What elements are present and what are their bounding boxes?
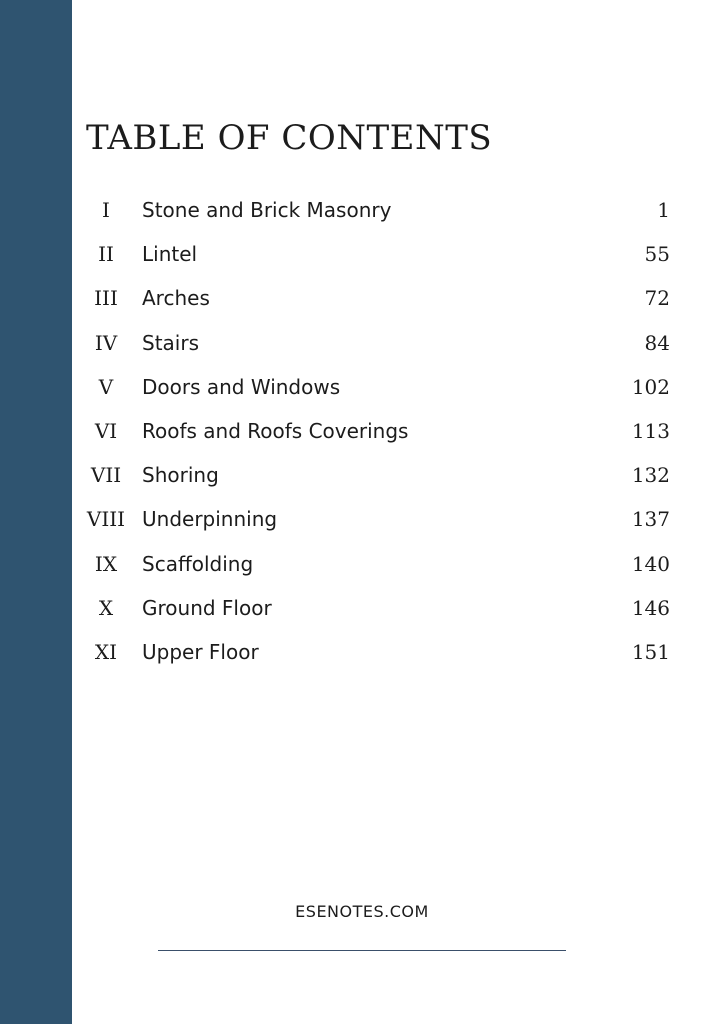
chapter-title: Roofs and Roofs Coverings (142, 418, 409, 443)
toc-entry[interactable] (72, 276, 724, 320)
chapter-title: Arches (142, 286, 210, 311)
page-number: 72 (644, 286, 670, 311)
chapter-numeral: I (102, 198, 110, 222)
chapter-title: Lintel (142, 242, 198, 267)
toc-entry[interactable] (72, 321, 724, 365)
page-number: 55 (644, 242, 670, 267)
page-number: 137 (631, 507, 670, 532)
page-number: 113 (631, 418, 670, 443)
chapter-title: Upper Floor (142, 639, 259, 664)
chapter-title: Stone and Brick Masonry (142, 198, 392, 222)
footer-site-name[interactable]: ESENOTES.COM (295, 902, 429, 921)
chapter-title: Doors and Windows (142, 374, 341, 399)
toc-entry[interactable] (72, 542, 724, 586)
chapter-numeral: III (94, 286, 118, 311)
page-number: 84 (644, 330, 670, 355)
footer-divider (158, 950, 566, 951)
toc-entry[interactable] (72, 232, 724, 276)
chapter-numeral: XI (94, 639, 118, 664)
chapter-numeral: VII (90, 463, 122, 488)
toc-entry[interactable] (72, 453, 724, 497)
toc-entry[interactable] (72, 188, 724, 232)
page-number: 102 (631, 374, 670, 399)
chapter-numeral: X (98, 595, 114, 620)
page-number: 146 (631, 595, 670, 620)
left-color-band (0, 0, 72, 1024)
table-of-contents (72, 188, 724, 674)
chapter-numeral: VI (94, 418, 118, 443)
chapter-numeral: IV (94, 330, 118, 355)
page-number: 140 (631, 551, 670, 576)
toc-entry[interactable] (72, 409, 724, 453)
chapter-numeral: V (98, 374, 114, 399)
chapter-numeral: II (98, 242, 114, 267)
page-number: 132 (631, 463, 670, 488)
toc-entry[interactable] (72, 630, 724, 674)
toc-entry[interactable] (72, 497, 724, 541)
chapter-title: Shoring (142, 463, 219, 488)
page-number: 151 (631, 639, 670, 664)
chapter-numeral: IX (94, 551, 118, 576)
chapter-title: Underpinning (142, 507, 278, 532)
chapter-title: Stairs (142, 330, 199, 355)
chapter-numeral: VIII (86, 507, 126, 532)
chapter-title: Ground Floor (142, 595, 272, 620)
toc-entry[interactable] (72, 586, 724, 630)
page-title: TABLE OF CONTENTS (86, 118, 493, 158)
page-number: 1 (657, 198, 670, 222)
chapter-title: Scaffolding (142, 551, 254, 576)
toc-entry[interactable] (72, 365, 724, 409)
